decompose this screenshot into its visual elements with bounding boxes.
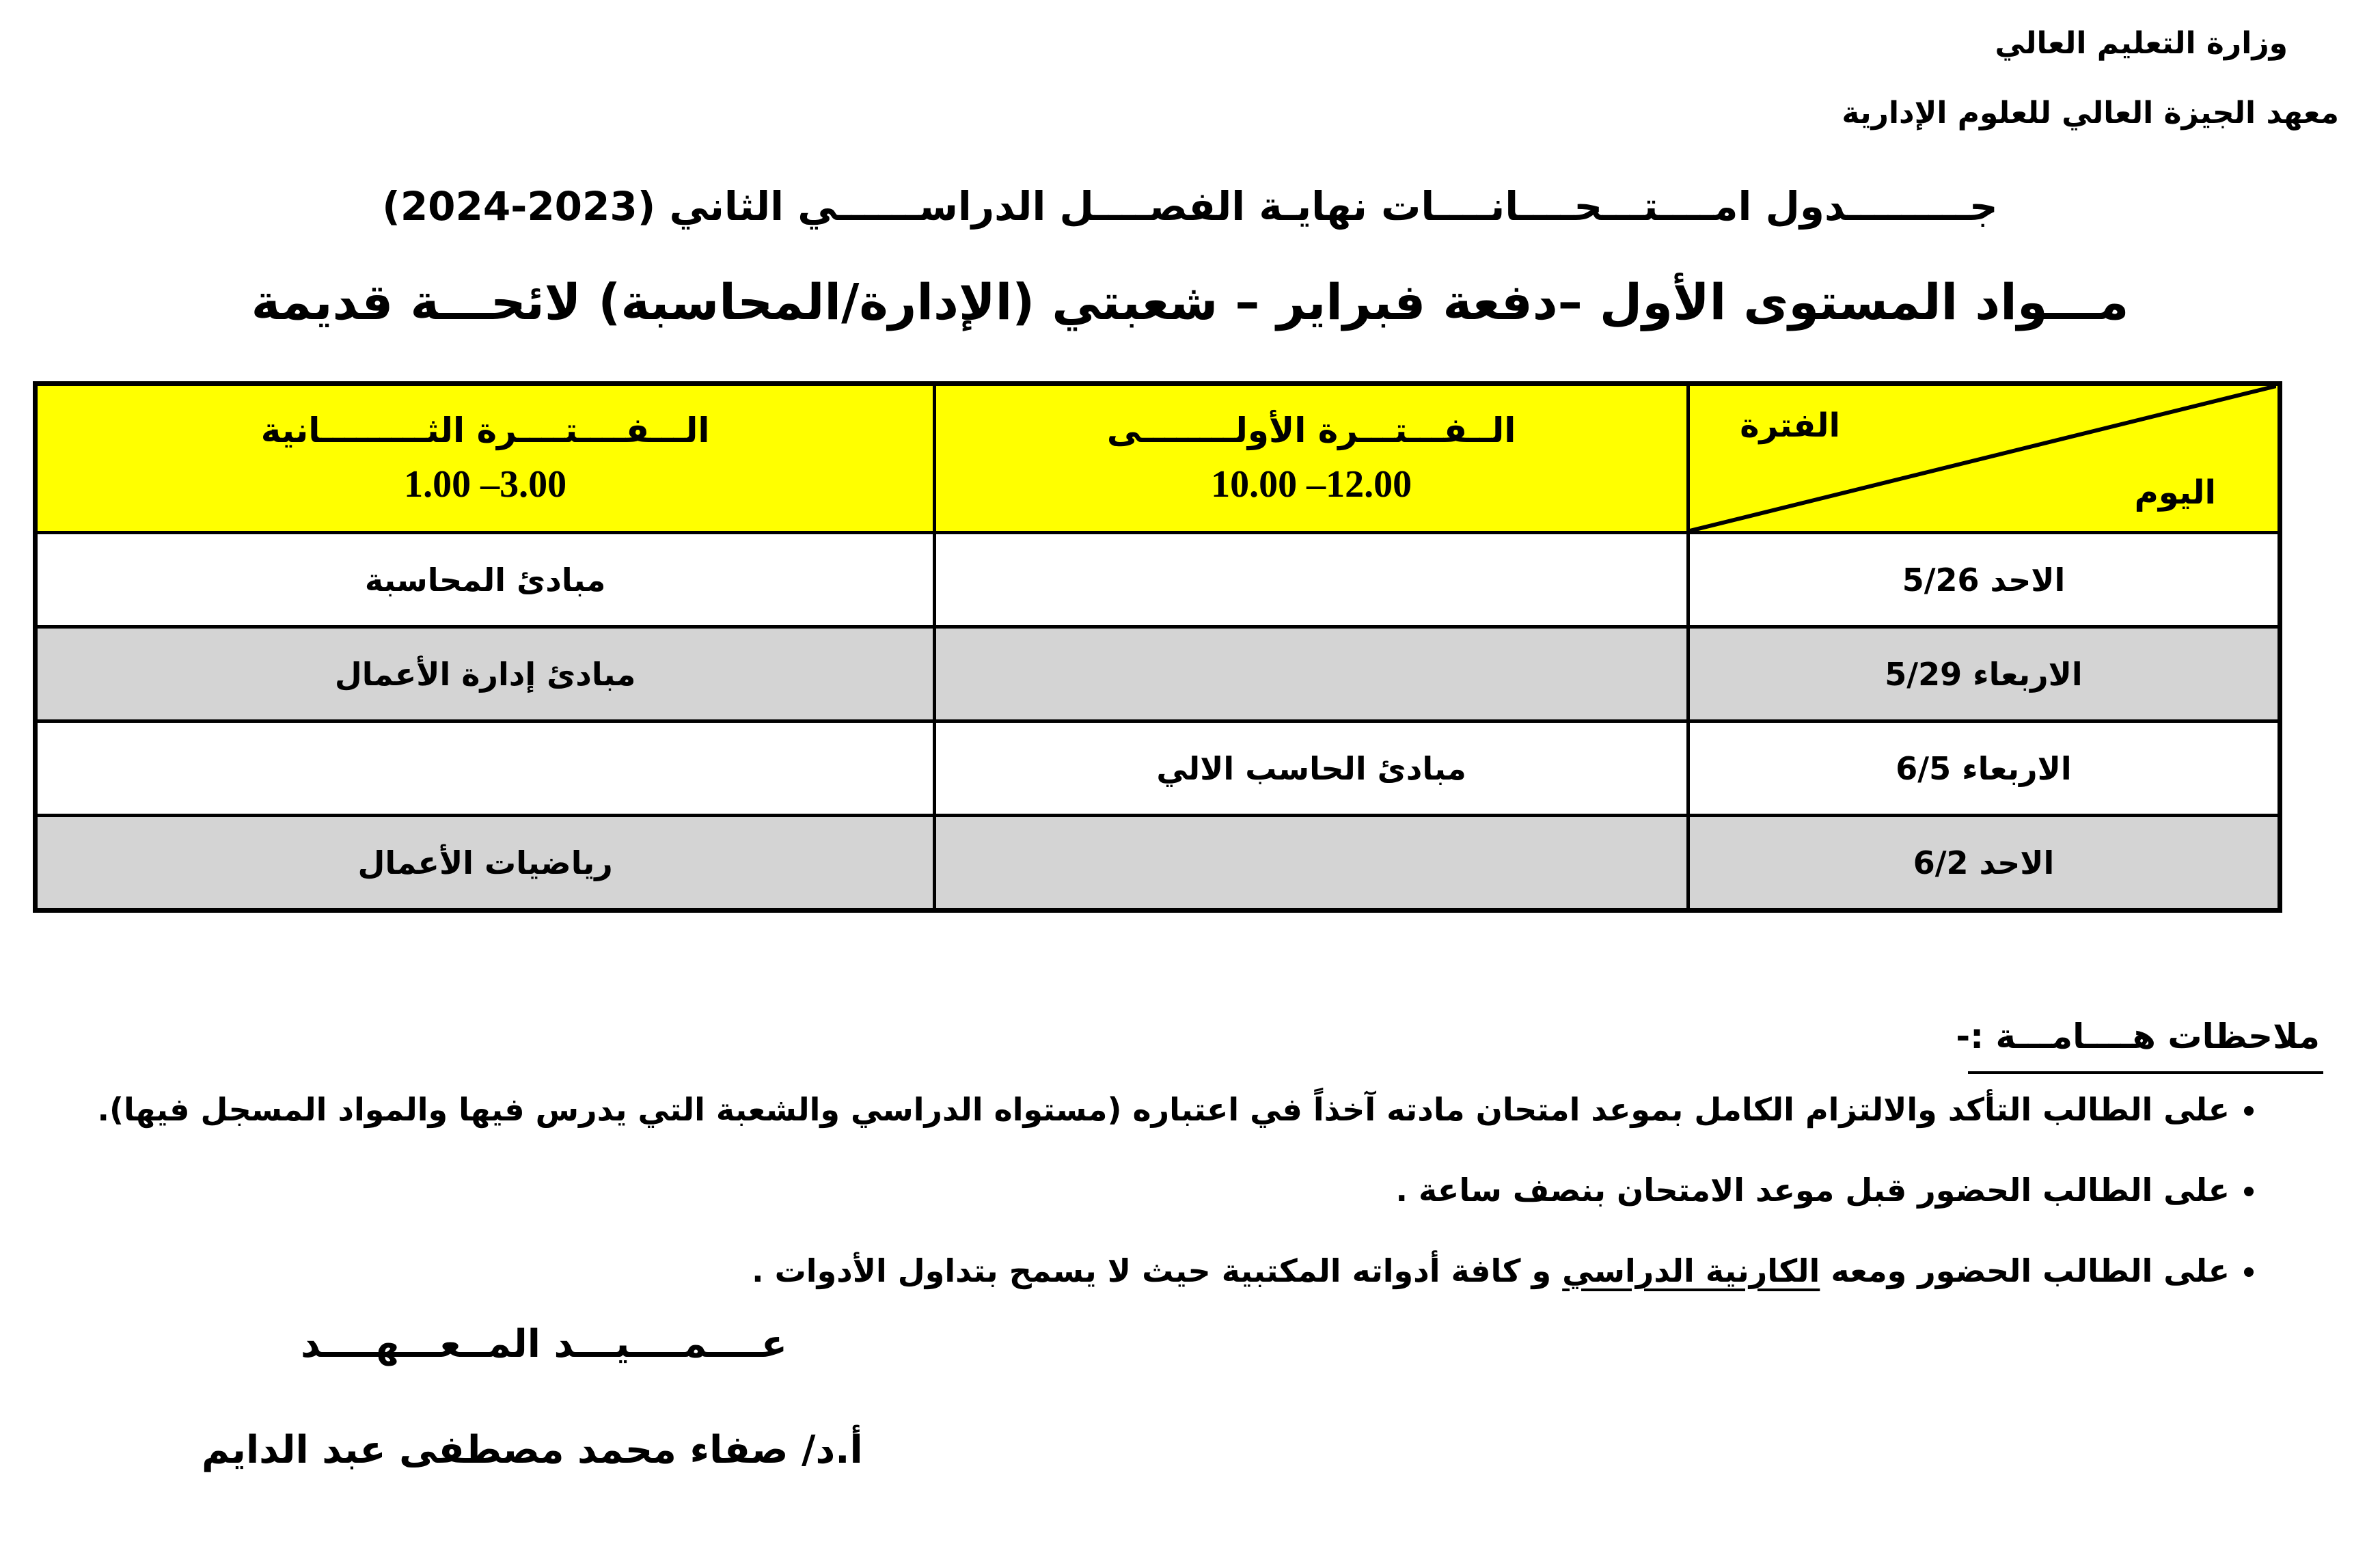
dean-name: أ.د/ صفاء محمد مصطفى عبد الدايم (202, 1428, 863, 1472)
period-corner-label: الفترة (1740, 407, 1840, 445)
day-cell: الاحد 5/26 (1688, 533, 2280, 627)
day-cell: الاربعاء 6/5 (1688, 721, 2280, 816)
period2-cell (36, 721, 935, 816)
period2-time: 1.00 –3.00 (404, 463, 567, 506)
note-text: على الطالب الحضور ومعه (1831, 1252, 2230, 1289)
period1-header-cell (935, 384, 1688, 533)
period2-cell: مبادئ إدارة الأعمال (36, 627, 935, 721)
note-text: و كافة أدواته المكتبية حيث لا يسمح بتداول الأدوات . (752, 1252, 1552, 1289)
corner-header-cell (1688, 384, 2280, 533)
period1-cell (935, 816, 1688, 911)
note-text: على الطالب التأكد والالتزام الكامل بموعد امتحان مادته آخذاً في اعتباره (مستواه الدراسي والشعبة التي يدرس فيها والمواد المسجل فيها). (97, 1091, 2230, 1128)
notes-list (97, 1069, 2278, 1311)
table-row (36, 533, 2280, 627)
note-item (97, 1069, 2230, 1150)
table-row (36, 627, 2280, 721)
period1-time: 10.00 –12.00 (1211, 463, 1412, 506)
day-corner-label: اليوم (2134, 473, 2216, 512)
period1-cell: مبادئ الحاسب الالي (935, 721, 1688, 816)
note-underlined-text: الكارنية الدراسي (1562, 1252, 1820, 1289)
dean-title: عــــمــــيـــد المــعـــهــــد (301, 1322, 788, 1366)
schedule-title: جـــــــــدول امــــتـــحــــانــــات نهايـة الفصــــل الدراســــــي الثاني (2023-2024) (382, 183, 1998, 230)
notes-heading: ملاحظات هــــامـــة :- (1956, 1017, 2320, 1056)
day-cell: الاحد 6/2 (1688, 816, 2280, 911)
note-item (97, 1150, 2230, 1230)
period2-title: الـــفــــتــــرة الثـــــــــانية (260, 411, 710, 450)
exam-schedule-table (33, 381, 2282, 913)
note-text: على الطالب الحضور قبل موعد الامتحان بنصف ساعة . (1395, 1172, 2230, 1209)
period1-title: الــفـــتـــرة الأولــــــــى (1106, 411, 1516, 450)
period1-cell (935, 533, 1688, 627)
table-row (36, 816, 2280, 911)
note-item (97, 1230, 2230, 1311)
table-row (36, 721, 2280, 816)
period1-cell (935, 627, 1688, 721)
period2-cell: رياضيات الأعمال (36, 816, 935, 911)
schedule-subtitle: مـــواد المستوى الأول –دفعة فبراير – شعبتي (الإدارة/المحاسبة) لائحـــة قديمة (251, 273, 2129, 331)
table-header-row (36, 384, 2280, 533)
period2-header-cell (36, 384, 935, 533)
day-cell: الاربعاء 5/29 (1688, 627, 2280, 721)
period2-cell: مبادئ المحاسبة (36, 533, 935, 627)
ministry-name: وزارة التعليم العالي (1995, 26, 2288, 61)
institute-name: معهد الجيزة العالي للعلوم الإدارية (1842, 96, 2339, 130)
